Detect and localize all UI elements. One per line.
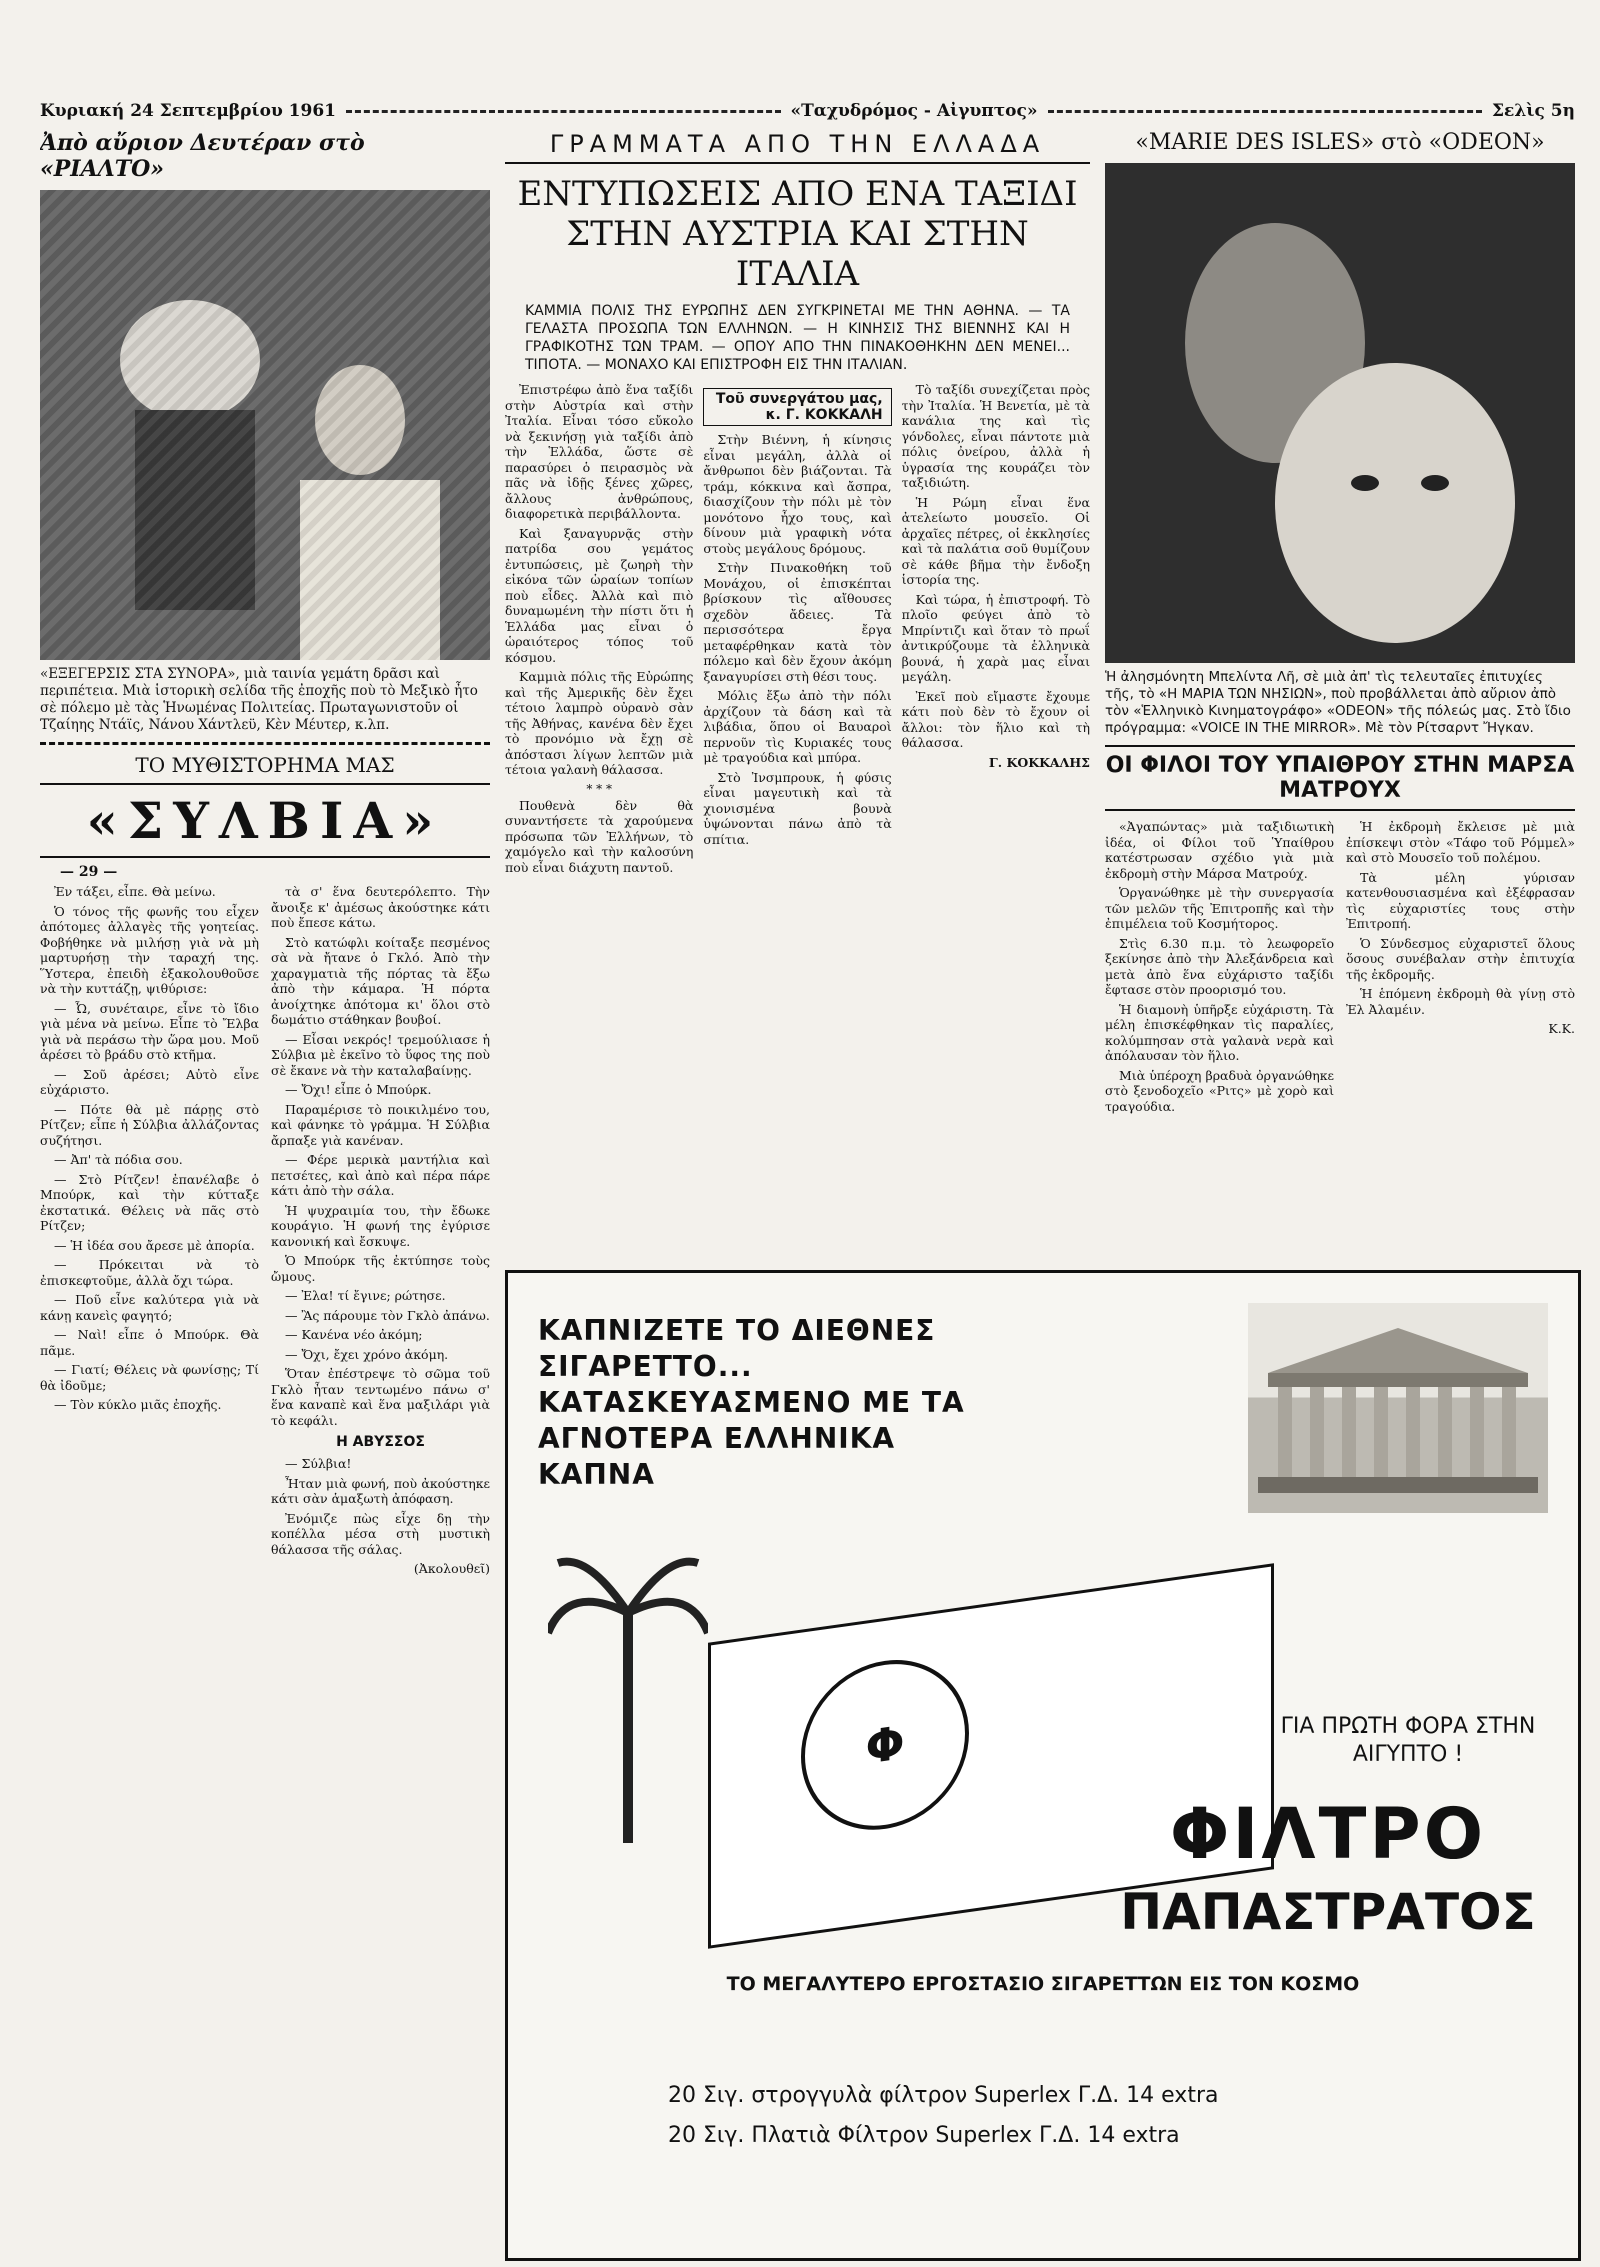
- paragraph: — Ναὶ! εἶπε ὁ Μπούρκ. Θὰ πᾶμε.: [40, 1327, 259, 1358]
- paragraph: — Ὄχι, ἔχει χρόνο ἀκόμη.: [285, 1346, 449, 1362]
- outdoor-club-text: [1105, 819, 1575, 1118]
- paragraph: Ἡ διαμονὴ ὑπῆρξε εὐχάριστη. Τὰ μέλη ἐπισκέφθηκαν τὶς παραλίες, κολύμπησαν στὰ γαλανὰ νερὰ καὶ ἀπόλαυσαν τὸν ἥλιο.: [1105, 1001, 1334, 1063]
- paragraph: Ὁ Σύνδεσμος εὐχαριστεῖ ὅλους ὅσους συνέβαλαν στὴν ἐπιτυχία τῆς ἐκδρομῆς.: [1346, 935, 1575, 982]
- issue-date: Κυριακή 24 Σεπτεμβρίου 1961: [40, 101, 336, 121]
- paragraph: Ὅταν ἐπέστρεψε τὸ σῶμα τοῦ Γκλὸ ἦταν τεντωμένο πάνω σ' ἕνα καναπὲ καὶ ἕνα μαξιλάρι γιὰ τὸ κεφάλι.: [271, 1366, 490, 1428]
- center-column: [505, 130, 1090, 1260]
- author-signature: Γ. ΚΟΚΚΑΛΗΣ: [988, 754, 1090, 770]
- article-column-a: [505, 382, 693, 879]
- pack-seal: Φ: [801, 1649, 969, 1841]
- byline: Τοῦ συνεργάτου μας, κ. Γ. ΚΟΚΚΑΛΗ: [703, 388, 891, 426]
- headline-deck: ΚΑΜΜΙΑ ΠΟΛΙΣ ΤΗΣ ΕΥΡΩΠΗΣ ΔΕΝ ΣΥΓΚΡΙΝΕΤΑΙ ΜΕ ΤΗΝ ΑΘΗΝΑ. — ΤΑ ΓΕΛΑΣΤΑ ΠΡΟΣΩΠΑ ΤΩΝ ΕΛΛΗΝΩΝ. — Η ΚΙΝΗΣΙΣ ΤΗΣ ΒΙΕΝΝΗΣ ΚΑΙ Η ΓΡΑΦΙΚΟΤΗΣ ΤΩΝ ΤΡΑΜ. — ΟΠΟΥ ΑΠΟ ΤΗΝ ΠΙΝΑΚΟΘΗΚΗΝ ΔΕΝ ΜΕΝΕΙ... ΤΙΠΟΤΑ. — ΜΟΝΑΧΟ ΚΑΙ ΕΠΙΣΤΡΟΦΗ ΕΙΣ ΤΗΝ ΙΤΑΛΙΑΝ.: [525, 303, 1070, 373]
- page-number: Σελὶς 5η: [1492, 101, 1575, 121]
- ad-tagline: ΤΟ ΜΕΓΑΛΥΤΕΡΟ ΕΡΓΟΣΤΑΣΙΟ ΣΙΓΑΡΕΤΤΩΝ ΕΙΣ ΤΟΝ ΚΟΣΜΟ: [726, 1973, 1360, 1995]
- masthead-rule-left: [346, 110, 781, 113]
- ad-line: ΚΑΤΑΣΚΕΥΑΣΜΕΝΟ ΜΕ ΤΑ: [538, 1386, 965, 1419]
- paragraph: — Πρόκειται νὰ τὸ ἐπισκεφτοῦμε, ἀλλὰ ὄχι τώρα.: [40, 1257, 259, 1288]
- paragraph: — Κανένα νέο ἀκόμη;: [285, 1327, 423, 1342]
- rialto-caption: «ΕΞΕΓΕΡΣΙΣ ΣΤΑ ΣΥΝΟΡΑ», μιὰ ταινία γεμάτη δρᾶσι καὶ περιπέτεια. Μιὰ ἱστορικὴ σελίδα τῆς ἐποχῆς ποὺ τὸ Μεξικὸ ἦτο σὲ πόλεμο μὲ τὰς Ἡνωμένας Πολιτείας. Πρωταγωνιστοῦν οἱ Τζαίηης Ντάϊς, Νάνου Χάντλεϋ, Κὲν Μέυτερ, κ.λπ.: [40, 666, 478, 733]
- author-signature: Κ.Κ.: [1548, 1021, 1575, 1036]
- paragraph: Ἐκεῖ ποὺ εἴμαστε ἔχουμε κάτι ποὺ δὲν τὸ ἔχουν οἱ ἄλλοι: τὸν ἥλιο καὶ τὴ θάλασσα.: [901, 688, 1090, 750]
- installment-number: — 29 —: [60, 864, 118, 880]
- paragraph: Ὁργανώθηκε μὲ τὴν συνεργασία τῶν μελῶν τῆς Ἐπιτροπῆς καὶ τὴν ἐπιμέλεια τοῦ Κοσμήτορος.: [1105, 885, 1334, 931]
- odeon-film-photo: [1105, 163, 1575, 663]
- odeon-heading: «MARIE DES ISLES» στὸ «ODEON»: [1135, 130, 1545, 155]
- paragraph: «Ἀγαπώντας» μιὰ ταξιδιωτικὴ ἰδέα, οἱ Φίλοι τοῦ Ὑπαίθρου κατέστρωσαν σχέδιο γιὰ μιὰ ἐκδρομὴ στὴν Μάρσα Ματρούχ.: [1105, 819, 1334, 881]
- paragraph: Στὸ Ἰνσμπρουκ, ἡ φύσις εἶναι μαγευτικὴ καὶ τὰ χιονισμένα βουνὰ ὑψώνονται πάνω ἀπὸ τὰ σπίτια.: [703, 769, 892, 847]
- palm-tree-icon: [548, 1523, 708, 1843]
- serial-name: «ΣΥΛΒΙΑ»: [86, 791, 444, 850]
- paragraph: Ἡ ἐκδρομὴ ἔκλεισε μὲ μιὰ ἐπίσκεψι στὸν «Τάφο τοῦ Ρόμμελ» καὶ στὸ Μουσεῖο τοῦ πολέμου.: [1346, 819, 1575, 865]
- serial-column-a: [40, 884, 259, 1581]
- right-column: [1105, 130, 1575, 1260]
- left-column: [40, 130, 490, 2250]
- masthead-rule-right: [1048, 110, 1483, 113]
- ad-headline: [538, 1313, 1058, 1493]
- paragraph: Καὶ ξαναγυρνᾷς στὴν πατρίδα σου γεμάτος ἐντυπώσεις, μὲ ζωηρὴ τὴν εἰκόνα τῶν ὡραίων τοπίων ποὺ εἶδες. Ἀλλὰ καὶ πιὸ δυναμωμένη τὴν πίστι ὅτι ἡ Ἑλλάδα μας εἶναι ὁ ὡραιότερος τόπος τοῦ κόσμου.: [505, 525, 694, 665]
- product-variant-round: 20 Σιγ. στρογγυλὰ φίλτρον Superlex Γ.Δ. 14 extra: [668, 2083, 1219, 2108]
- paragraph: Πουθενὰ δὲν θὰ συναντήσετε τὰ χαρούμενα πρόσωπα τῶν Ἑλλήνων, τὸ χαμόγελο καὶ τὴν καλοσύνη ποὺ εἶναι διάχυτη παντοῦ.: [505, 797, 694, 875]
- paragraph: Στὴν Πινακοθήκη τοῦ Μονάχου, οἱ ἐπισκέπται βρίσκουν τὶς αἴθουσες σχεδὸν ἄδειες. Τὰ περισσότερα ἔργα μεταφέρθηκαν κατὰ τὸν πόλεμο καὶ δὲν ἔχουν ἀκόμη ξαναγυρίσει στὴ θέσι τους.: [703, 560, 892, 684]
- paper-name: «Ταχυδρόμος - Αἰγυπτος»: [790, 101, 1038, 121]
- cigarette-advertisement: [505, 1270, 1581, 2261]
- paragraph: Ὁ τόνος τῆς φωνῆς του εἶχεν ἀπότομες ἀλλαγὲς τῆς γοητείας. Φοβήθηκε νὰ μιλήσῃ γιὰ νὰ μὴ μαρτυρήσῃ τὴν ταραχή της. Ὕστερα, ἐπειδὴ ἐξακολουθοῦσε νὰ τὴν κυττάζῃ, ψιθύρισε:: [40, 903, 259, 996]
- section-kicker: ΓΡΑΜΜΑΤΑ ΑΠΟ ΤΗΝ ΕΛΛΑΔΑ: [505, 130, 1090, 164]
- temple-drawing: [1248, 1303, 1548, 1513]
- paragraph: Στὴν Βιέννη, ἡ κίνησις εἶναι μεγάλη, ἀλλὰ οἱ ἄνθρωποι δὲν βιάζονται. Τὰ τράμ, κόκκινα καὶ ἄσπρα, διασχίζουν τὴν πόλι μὲ τὸν μονότονο ἦχο τους, καὶ δίνουν μιὰ γραφικὴ νότα στοὺς μεγάλους δρόμους.: [703, 432, 892, 556]
- paragraph: τὰ σ' ἕνα δευτερόλεπτο. Τὴν ἄνοιξε κ' ἀμέσως ἀκούστηκε κάτι ποὺ ἔπεσε κάτω.: [271, 884, 490, 930]
- paragraph: Ἦταν μιὰ φωνή, ποὺ ἀκούστηκε κάτι σὰν ἁμαξωτὴ ἀπόφαση.: [271, 1475, 490, 1506]
- club-column-b: [1346, 819, 1575, 1118]
- paragraph: Τὸ ταξίδι συνεχίζεται πρὸς τὴν Ἰταλία. Ἡ Βενετία, μὲ τὰ κανάλια της καὶ τὶς γόνδολες, εἶναι πάντοτε μιὰ πόλις ὀνείρου, ἀλλὰ ἡ ὑγρασία της κουράζει τὸν ταξιδιώτη.: [901, 382, 1090, 490]
- paragraph: — Ποῦ εἶνε καλύτερα γιὰ νὰ κάνῃ κανεὶς φαγητό;: [40, 1292, 259, 1323]
- paragraph: — Ἐλα! τί ἔγινε; ρώτησε.: [285, 1288, 446, 1303]
- paragraph: Καμμιὰ πόλις τῆς Εὐρώπης καὶ τῆς Ἀμερικῆς δὲν ἔχει τέτοιο λαμπρὸ οὐρανὸ σὰν τῆς Ἀθήνας, κανένα δὲν ἔχει τὸ προνόμιο νὰ ἔχῃ σὲ ἀπόστασι λίγων λεπτῶν μιὰ τέτοια γαλανὴ θάλασσα.: [505, 669, 694, 777]
- paragraph: Ἐνόμιζε πὼς εἶχε δῃ τὴν κοπέλλα μέσα στὴ μυστικὴ θάλασσα τῆς σάλας.: [271, 1510, 490, 1557]
- paragraph: — Φέρε μερικὰ μαντήλια καὶ πετσέτες, καὶ ἀπὸ καὶ πέρα πάρε κάτι ἀπὸ τὴν σάλα.: [271, 1152, 490, 1198]
- chapter-heading: Η ΑΒΥΣΣΟΣ: [336, 1434, 425, 1450]
- paragraph: — Πότε θὰ μὲ πάρῃς στὸ Ρίτζεν; εἶπε ἡ Σύλβια ἀλλάζοντας συζήτησι.: [40, 1101, 259, 1148]
- ad-line: ΑΓΝΟΤΕΡΑ ΕΛΛΗΝΙΚΑ: [538, 1422, 896, 1455]
- paragraph: — Ὄχι! εἶπε ὁ Μπούρκ.: [285, 1082, 432, 1097]
- headline-line-1: ΕΝΤΥΠΩΣΕΙΣ ΑΠΟ ΕΝΑ ΤΑΞΙΔΙ: [517, 174, 1078, 214]
- paragraph: — Στὸ Ρίτζεν! ἐπανέλαβε ὁ Μπούρκ, καὶ τὴν κύτταξε ἐκστατικά. Θέλεις νὰ πᾶς στὸ Ρίτζεν;: [40, 1171, 259, 1233]
- odeon-caption: Ἡ ἀλησμόνητη Μπελίντα Λῆ, σὲ μιὰ ἀπ' τὶς τελευταῖες ἐπιτυχίες τῆς, τὸ «Η ΜΑΡΙΑ ΤΩΝ ΝΗΣΙΩΝ», ποὺ προβάλλεται ἀπὸ αὔριον ἀπὸ τὸν «Ἑλληνικὸ Κινηματογράφο» «ODEON» τῆς πόλεώς μας. Στὸ ἴδιο πρόγραμμα: «VOICE IN THE MIRROR». Μὲ τὸν Ρίτσαρντ Ἤγκαν.: [1105, 669, 1571, 736]
- ad-line: ΚΑΠΝΙΖΕΤΕ ΤΟ ΔΙΕΘΝΕΣ ΣΙΓΑΡΕΤΤΟ...: [538, 1314, 936, 1383]
- paragraph: Στὶς 6.30 π.μ. τὸ λεωφορεῖο ξεκίνησε ἀπὸ τὴν Ἀλεξάνδρεια καὶ μετὰ ἀπὸ ἕνα εὐχάριστο ταξίδι ἔφτασε στὸν προορισμό του.: [1105, 935, 1334, 997]
- paragraph: — Ἡ ἰδέα σου ἄρεσε μὲ ἀπορία.: [54, 1237, 255, 1253]
- product-variant-flat: 20 Σιγ. Πλατιὰ Φίλτρον Superlex Γ.Δ. 14 extra: [668, 2123, 1180, 2148]
- club-column-a: [1105, 819, 1334, 1118]
- section-stars: * * *: [586, 781, 612, 796]
- film-portrait-illustration: [1105, 163, 1575, 663]
- section-divider: [40, 742, 490, 745]
- outdoor-club-headline: ΟΙ ΦΙΛΟΙ ΤΟΥ ΥΠΑΙΘΡΟΥ ΣΤΗΝ ΜΑΡΣΑ ΜΑΤΡΟΥΧ: [1105, 745, 1575, 811]
- paragraph: — Γιατί; Θέλεις νὰ φωνίσῃς; Τί θὰ ἰδοῦμε;: [40, 1362, 259, 1393]
- rialto-film-photo: [40, 190, 490, 660]
- paragraph: Μιὰ ὑπέροχη βραδυὰ ὀργανώθηκε στὸ ξενοδοχεῖο «Ριτς» μὲ χορὸ καὶ τραγούδια.: [1105, 1067, 1334, 1114]
- paragraph: — Τὸν κύκλο μιᾶς ἐποχῆς.: [54, 1397, 222, 1412]
- serial-column-b: [271, 884, 490, 1581]
- paragraph: — Ὦ, συνέταιρε, εἶνε τὸ ἴδιο γιὰ μένα νὰ μείνω. Εἶπε τὸ Ἔλβα γιὰ νὰ περάσω τὴν ὥρα μου. Μοῦ ἀρέσει τὸ βράδυ στὸ κτῆμα.: [40, 1000, 259, 1062]
- paragraph: Ἐν τάξει, εἶπε. Θὰ μείνω.: [54, 884, 216, 899]
- paragraph: Ἡ ἑπόμενη ἐκδρομὴ θὰ γίνῃ στὸ Ἐλ Ἀλαμέιν.: [1346, 986, 1575, 1017]
- article-column-b: [703, 382, 891, 879]
- paragraph: — Εἶσαι νεκρός! τρεμούλιασε ἡ Σύλβια μὲ ἐκεῖνο τὸ ὕφος της ποὺ σὲ ἔκανε νὰ τὴν καταλαβαίνῃς.: [271, 1031, 490, 1078]
- headline-line-2: ΣΤΗΝ ΑΥΣΤΡΙΑ ΚΑΙ ΣΤΗΝ ΙΤΑΛΙΑ: [566, 214, 1029, 294]
- rialto-heading: Ἀπὸ αὔριον Δευτέραν στὸ «ΡΙΑΛΤΟ»: [40, 130, 365, 182]
- paragraph: Ὁ Μπούρκ τῆς ἐκτύπησε τοὺς ὤμους.: [271, 1253, 490, 1284]
- parthenon-illustration: [1248, 1303, 1548, 1513]
- masthead: [40, 98, 1575, 124]
- brand-name-line-1: ΦΙΛΤΡΟ: [1169, 1793, 1487, 1875]
- paragraph: Καὶ τώρα, ἡ ἐπιστροφή. Τὸ πλοῖο φεύγει ἀπὸ τὸ Μπρίντιζι καὶ ὅταν τὸ πρωΐ ἀντικρύζουμε τὰ ἑλληνικὰ βουνά, ἡ χαρὰ μας εἶναι μεγάλη.: [901, 591, 1090, 684]
- paragraph: Τὰ μέλη γύρισαν κατενθουσιασμένα καὶ ἐξέφρασαν τὶς εὐχαριστίες τους στὴν Ἐπιτροπή.: [1346, 869, 1575, 931]
- first-time-notice: ΓΙΑ ΠΡΩΤΗ ΦΟΡΑ ΣΤΗΝ ΑΙΓΥΠΤΟ !: [1280, 1714, 1536, 1767]
- paragraph: — Ἀπ' τὰ πόδια σου.: [54, 1152, 183, 1167]
- ad-line: ΚΑΠΝΑ: [538, 1458, 655, 1491]
- paragraph: — Σοῦ ἀρέσει; Αὐτὸ εἶνε εὐχάριστο.: [40, 1066, 259, 1097]
- paragraph: Στὸ κατώφλι κοίταξε πεσμένος σὰ νὰ ἤτανε ὁ Γκλό. Ἀπὸ τὴν χαραγματιὰ τῆς πόρτας τὰ ἔξω ἀπὸ τὴν κάμαρα. Ἡ πόρτα ἀνοίχτηκε ἀπότομα κι' ὅλοι στὸ δωμάτιο στάθηκαν βουβοί.: [271, 934, 490, 1027]
- brand-name-line-2: ΠΑΠΑΣΤΡΑΤΟΣ: [1120, 1883, 1536, 1941]
- paragraph: Παραμέρισε τὸ ποικιλμένο του, καὶ φάνηκε τὸ γράμμα. Ἡ Σύλβια ἄρπαξε γιὰ κανέναν.: [271, 1101, 490, 1148]
- paragraph: Ἡ ψυχραιμία του, τὴν ἔδωκε κουράγιο. Ἡ φωνή της ἐγύρισε κανονική καὶ ἔσκυψε.: [271, 1202, 490, 1249]
- paragraph: Ἐπιστρέφω ἀπὸ ἕνα ταξίδι στὴν Αὐστρία καὶ στὴν Ἰταλία. Εἶναι τόσο εὔκολο νὰ ξεκινήσῃ γιὰ ταξίδι ἀπὸ τὴν Ἑλλάδα, ὥστε σὲ παρασύρει ὁ πειρασμὸς νὰ πᾶς νὰ ἰδῇς ξένες χῶρες, ἄλλους ἀνθρώπους, διαφορετικὰ περιβάλλοντα.: [505, 382, 694, 521]
- paragraph: Ἡ Ρώμη εἶναι ἕνα ἀτελείωτο μουσεῖο. Οἱ ἀρχαῖες πέτρες, οἱ ἐκκλησίες καὶ τὰ παλάτια σοῦ θυμίζουν σὲ κάθε βῆμα τὴν ἔνδοξη ἱστορία της.: [901, 494, 1090, 587]
- article-column-c: [902, 382, 1090, 879]
- serial-text: [40, 884, 490, 1581]
- paragraph: — Ἂς πάρουμε τὸν Γκλὸ ἀπάνω.: [285, 1307, 490, 1323]
- serial-title: ΤΟ ΜΥΘΙΣΤΟΡΗΜΑ ΜΑΣ: [135, 753, 395, 777]
- paragraph: Μόλις ἔξω ἀπὸ τὴν πόλι ἀρχίζουν τὰ δάση καὶ τὰ λιβάδια, ὅπου οἱ Βαυαροὶ περνοῦν τὶς Κυριακές τους μὲ τραγούδια καὶ μπύρα.: [703, 688, 892, 765]
- continued-note: (Ἀκολουθεῖ): [413, 1561, 490, 1576]
- article-text: [505, 382, 1090, 879]
- paragraph: — Σύλβια!: [285, 1456, 352, 1471]
